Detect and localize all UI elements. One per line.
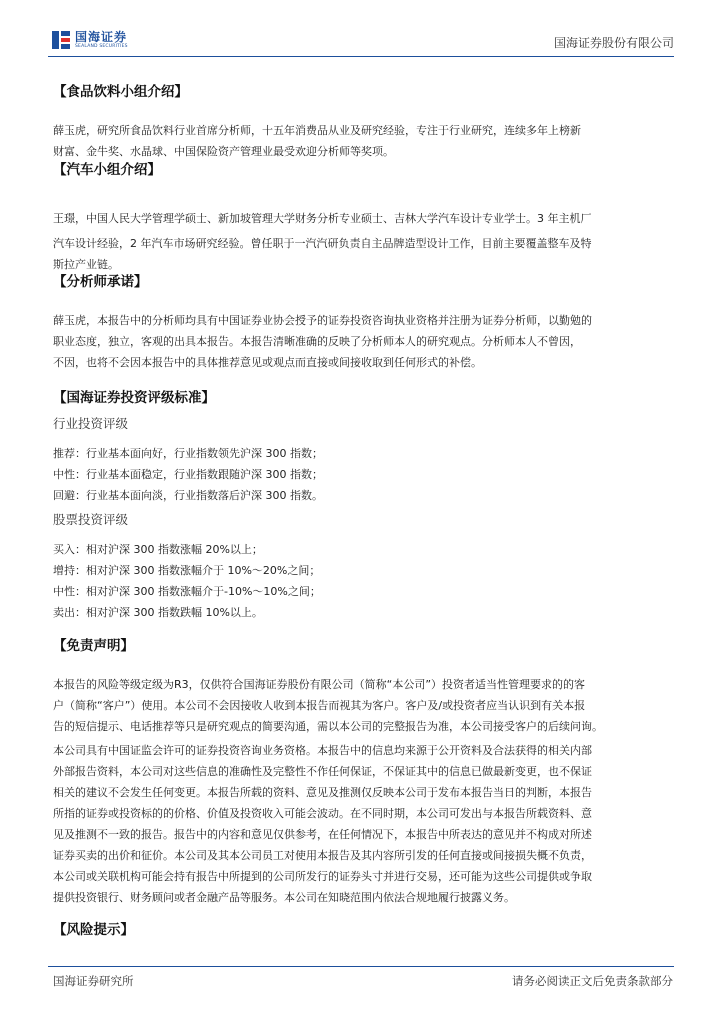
rating-item: 增持：相对沪深 300 指数涨幅介于 10%～20%之间； — [53, 564, 321, 577]
logo-text-cn: 国海证券 — [75, 29, 128, 44]
auto-team-intro — [53, 204, 673, 275]
text-line: 见及推测不一致的报告。报告中的内容和意见仅供参考，在任何情况下，本报告中所表达的意见并不构成对所述 — [53, 828, 592, 841]
text-line: 薛玉虎，研究所食品饮料行业首席分析师，十五年消费品从业及研究经验，专注于行业研究，连续多年上榜新 — [53, 124, 581, 137]
text-line: 本公司或关联机构可能会持有报告中所提到的公司所发行的证券头寸并进行交易，还可能为这些公司提供或争取 — [53, 870, 592, 883]
logo-text-en: SEALAND SECURITIES — [75, 43, 128, 49]
text-line: 户（简称“客户”）使用。本公司不会因接收人收到本报告而视其为客户。客户及/或投资者应当认识到有关本报 — [53, 699, 586, 712]
header-company-name: 国海证券股份有限公司 — [553, 36, 674, 50]
section-title-rating: 【国海证券投资评级标准】 — [53, 390, 215, 406]
footer-divider — [48, 966, 674, 967]
text-line: 外部报告资料，本公司对这些信息的准确性及完整性不作任何保证，不保证其中的信息已做最新变更，也不保证 — [53, 765, 592, 778]
header-divider — [48, 56, 674, 57]
text-line: 相关的建议不会发生任何变更。本报告所载的资料、意见及推测仅反映本公司于发布本报告当日的判断，本报告 — [53, 786, 592, 799]
rating-item: 回避：行业基本面向淡，行业指数落后沪深 300 指数。 — [53, 489, 323, 502]
rating-item: 卖出：相对沪深 300 指数跌幅 10%以上。 — [53, 606, 263, 619]
text-line: 不因，也将不会因本报告中的具体推荐意见或观点而直接或间接收取到任何形式的补偿。 — [53, 356, 482, 369]
page-header — [48, 26, 674, 56]
rating-item: 中性：行业基本面稳定，行业指数跟随沪深 300 指数； — [53, 468, 323, 481]
text-line: 本报告的风险等级定级为R3，仅供符合国海证券股份有限公司（简称“本公司”）投资者适当性管理要求的的客 — [53, 678, 586, 691]
stock-rating-list — [53, 539, 673, 623]
text-line: 职业态度，独立，客观的出具本报告。本报告清晰准确的反映了分析师本人的研究观点。分析师本人不曾因， — [53, 335, 581, 348]
text-line: 汽车设计经验，2 年汽车市场研究经验。曾任职于一汽汽研负责自主品牌造型设计工作，目前主要覆盖整车及特 — [53, 237, 592, 250]
rating-item: 中性：相对沪深 300 指数涨幅介于-10%～10%之间； — [53, 585, 321, 598]
industry-rating-list — [53, 443, 673, 506]
company-logo — [51, 28, 128, 52]
food-team-intro — [53, 120, 673, 162]
analyst-pledge — [53, 310, 673, 373]
text-line: 本公司具有中国证监会许可的证券投资咨询业务资格。本报告中的信息均来源于公开资料及合法获得的相关内部 — [53, 744, 592, 757]
stock-rating-label: 股票投资评级 — [53, 512, 129, 527]
section-title-pledge: 【分析师承诺】 — [53, 274, 148, 290]
rating-item: 推荐：行业基本面向好，行业指数领先沪深 300 指数； — [53, 447, 323, 460]
disclaimer-paragraph-1 — [53, 674, 673, 737]
text-line: 薛玉虎，本报告中的分析师均具有中国证券业协会授予的证券投资咨询执业资格并注册为证券分析师，以勤勉的 — [53, 314, 592, 327]
text-line: 证券买卖的出价和征价。本公司及其本公司员工对使用本报告及其内容所引发的任何直接或间接损失概不负责， — [53, 849, 592, 862]
logo-mark-icon — [51, 30, 71, 50]
industry-rating-label: 行业投资评级 — [53, 416, 129, 431]
text-line: 提供投资银行、财务顾问或者金融产品等服务。本公司在知晓范围内依法合规地履行披露义务。 — [53, 891, 515, 904]
text-line: 财富、金牛奖、水晶球、中国保险资产管理业最受欢迎分析师等奖项。 — [53, 145, 394, 158]
section-title-auto: 【汽车小组介绍】 — [53, 162, 161, 178]
rating-item: 买入：相对沪深 300 指数涨幅 20%以上； — [53, 543, 263, 556]
section-title-disclaimer: 【免责声明】 — [53, 638, 134, 654]
text-line: 所指的证券或投资标的的价格、价值及投资收入可能会波动。在不同时期，本公司可发出与本报告所载资料、意 — [53, 807, 592, 820]
footer-disclaimer-note: 请务必阅读正文后免责条款部分 — [512, 974, 673, 988]
text-line: 斯拉产业链。 — [53, 258, 119, 271]
section-title-food: 【食品饮料小组介绍】 — [53, 84, 188, 100]
text-line: 王璟，中国人民大学管理学硕士、新加坡管理大学财务分析专业硕士、吉林大学汽车设计专业学士。3 年主机厂 — [53, 212, 592, 225]
text-line: 告的短信提示、电话推荐等只是研究观点的简要沟通，需以本公司的完整报告为准，本公司接受客户的后续问询。 — [53, 720, 603, 733]
footer-institute: 国海证券研究所 — [53, 974, 134, 988]
section-title-risk: 【风险提示】 — [53, 922, 134, 938]
disclaimer-paragraph-2 — [53, 740, 673, 908]
